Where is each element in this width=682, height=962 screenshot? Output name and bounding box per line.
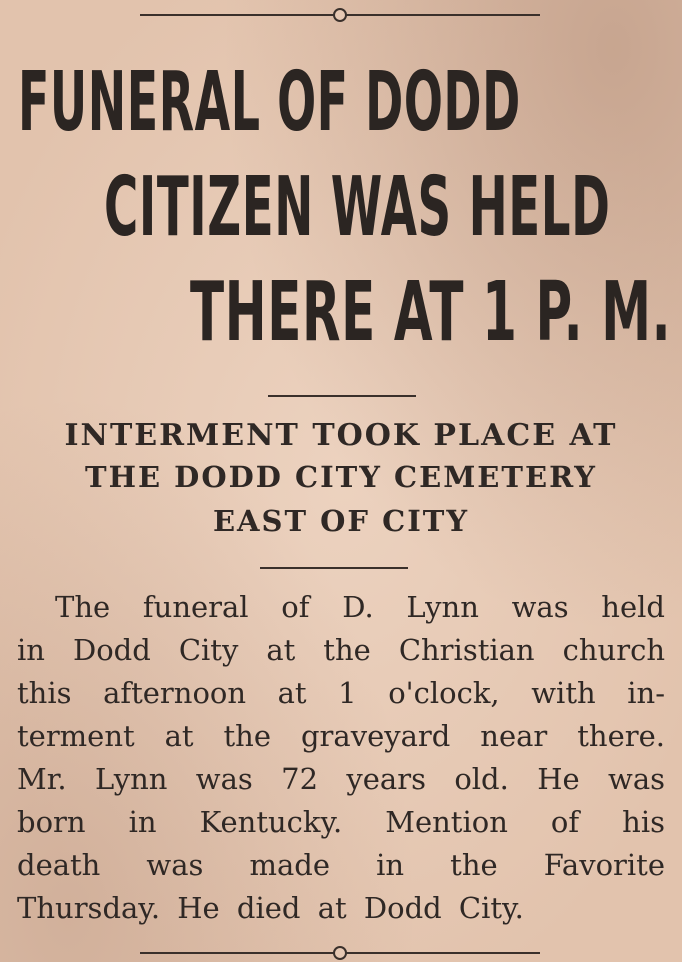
body-line-5: Mr. Lynn was 72 years old. He was	[17, 762, 665, 796]
body-line-7: death was made in the Favorite	[17, 848, 665, 882]
headline-divider-rule	[268, 395, 416, 397]
body-line-1: The funeral of D. Lynn was held	[55, 590, 665, 624]
headline-line-1: FUNERAL OF DODD	[18, 55, 521, 150]
body-line-4: terment at the graveyard near there.	[17, 719, 665, 753]
body-line-6: born in Kentucky. Mention of his	[17, 805, 665, 839]
subheadline-line-2: THE DODD CITY CEMETERY	[85, 460, 597, 494]
top-rule-ornament-circle	[333, 8, 347, 22]
bottom-rule-ornament-circle	[333, 946, 347, 960]
headline-line-3: THERE AT 1 P. M.	[190, 265, 672, 360]
top-ornament-rule	[140, 8, 540, 20]
bottom-ornament-rule	[140, 946, 540, 958]
body-line-2: in Dodd City at the Christian church	[17, 633, 665, 667]
body-line-8: Thursday. He died at Dodd City.	[17, 891, 524, 925]
body-line-3: this afternoon at 1 o'clock, with in-	[17, 676, 665, 710]
headline-line-2: CITIZEN WAS HELD	[104, 160, 611, 255]
subheadline-line-1: INTERMENT TOOK PLACE AT	[64, 418, 618, 453]
subheadline-line-3: EAST OF CITY	[212, 504, 470, 538]
subheadline-divider-rule	[260, 567, 408, 569]
